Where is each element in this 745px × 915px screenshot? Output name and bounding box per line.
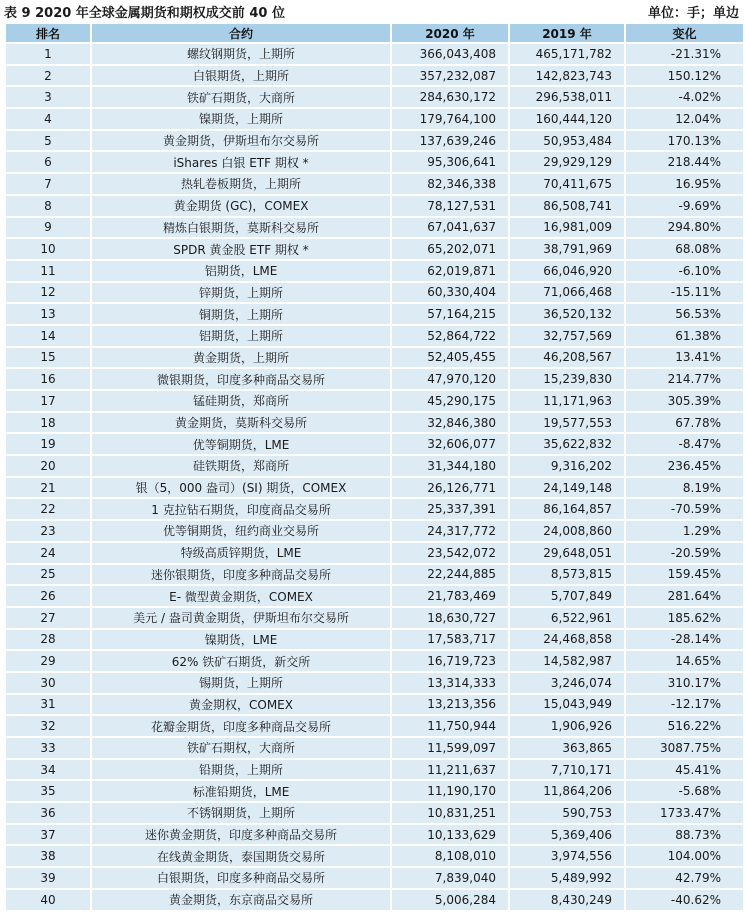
table-row — [6, 499, 743, 519]
rank-cell: 40 — [6, 890, 90, 910]
rank-cell: 39 — [6, 868, 90, 888]
rank-cell: 34 — [6, 760, 90, 780]
change-cell: -28.14% — [626, 630, 743, 650]
volume-2020-cell: 7,839,040 — [392, 868, 508, 888]
contract-cell: 黄金期货，上期所 — [92, 348, 390, 368]
contract-cell: 硅铁期货，郑商所 — [92, 456, 390, 476]
table-row — [6, 131, 743, 151]
rank-cell: 27 — [6, 608, 90, 628]
contract-cell: 黄金期货，东京商品交易所 — [92, 890, 390, 910]
table-row — [6, 651, 743, 671]
rank-cell: 6 — [6, 152, 90, 172]
volume-2019-cell: 50,953,484 — [510, 131, 624, 151]
change-cell: 88.73% — [626, 825, 743, 845]
table-row — [6, 890, 743, 910]
volume-2019-cell: 7,710,171 — [510, 760, 624, 780]
change-cell: 294.80% — [626, 218, 743, 238]
volume-2020-cell: 52,864,722 — [392, 326, 508, 346]
rank-cell: 29 — [6, 651, 90, 671]
rank-cell: 18 — [6, 413, 90, 433]
rank-cell: 20 — [6, 456, 90, 476]
rank-cell: 7 — [6, 174, 90, 194]
change-cell: 1.29% — [626, 521, 743, 541]
table-body — [6, 44, 743, 910]
contract-cell: 锌期货，上期所 — [92, 283, 390, 303]
volume-2020-cell: 11,750,944 — [392, 716, 508, 736]
volume-2020-cell: 5,006,284 — [392, 890, 508, 910]
contract-cell: 黄金期权，COMEX — [92, 695, 390, 715]
header-2020: 2020 年 — [392, 24, 508, 42]
table-row — [6, 586, 743, 606]
rank-cell: 25 — [6, 565, 90, 585]
rank-cell: 9 — [6, 218, 90, 238]
volume-2020-cell: 137,639,246 — [392, 131, 508, 151]
change-cell: -12.17% — [626, 695, 743, 715]
change-cell: 68.08% — [626, 239, 743, 259]
table-row — [6, 565, 743, 585]
change-cell: 45.41% — [626, 760, 743, 780]
table-row — [6, 66, 743, 86]
volume-2019-cell: 86,164,857 — [510, 499, 624, 519]
volume-2019-cell: 15,043,949 — [510, 695, 624, 715]
contract-cell: 白银期货，印度多种商品交易所 — [92, 868, 390, 888]
table-row — [6, 304, 743, 324]
contract-cell: 精炼白银期货，莫斯科交易所 — [92, 218, 390, 238]
change-cell: 150.12% — [626, 66, 743, 86]
table-row — [6, 846, 743, 866]
rank-cell: 26 — [6, 586, 90, 606]
table-row — [6, 434, 743, 454]
contract-cell: 镍期货，LME — [92, 630, 390, 650]
volume-2020-cell: 24,317,772 — [392, 521, 508, 541]
rank-cell: 14 — [6, 326, 90, 346]
table-row — [6, 543, 743, 563]
table-row — [6, 760, 743, 780]
contract-cell: 特级高质锌期货，LME — [92, 543, 390, 563]
rank-cell: 33 — [6, 738, 90, 758]
table-row — [6, 44, 743, 64]
rank-cell: 5 — [6, 131, 90, 151]
table-row — [6, 695, 743, 715]
volume-2020-cell: 32,606,077 — [392, 434, 508, 454]
rank-cell: 4 — [6, 109, 90, 129]
change-cell: 516.22% — [626, 716, 743, 736]
change-cell: -6.10% — [626, 261, 743, 281]
volume-2019-cell: 70,411,675 — [510, 174, 624, 194]
volume-2019-cell: 29,929,129 — [510, 152, 624, 172]
table-row — [6, 391, 743, 411]
volume-2019-cell: 19,577,553 — [510, 413, 624, 433]
volume-2019-cell: 38,791,969 — [510, 239, 624, 259]
change-cell: 170.13% — [626, 131, 743, 151]
volume-2020-cell: 25,337,391 — [392, 499, 508, 519]
volume-2019-cell: 363,865 — [510, 738, 624, 758]
change-cell: -15.11% — [626, 283, 743, 303]
volume-2019-cell: 36,520,132 — [510, 304, 624, 324]
volume-2019-cell: 8,430,249 — [510, 890, 624, 910]
change-cell: 61.38% — [626, 326, 743, 346]
contract-cell: 不锈钢期货，上期所 — [92, 803, 390, 823]
volume-2019-cell: 1,906,926 — [510, 716, 624, 736]
volume-2020-cell: 11,211,637 — [392, 760, 508, 780]
header-contract: 合约 — [92, 24, 390, 42]
change-cell: -4.02% — [626, 87, 743, 107]
volume-2019-cell: 32,757,569 — [510, 326, 624, 346]
header-rank: 排名 — [6, 24, 90, 42]
change-cell: 8.19% — [626, 478, 743, 498]
change-cell: 42.79% — [626, 868, 743, 888]
rank-cell: 19 — [6, 434, 90, 454]
volume-2020-cell: 45,290,175 — [392, 391, 508, 411]
table-row — [6, 348, 743, 368]
change-cell: -9.69% — [626, 196, 743, 216]
table-row — [6, 413, 743, 433]
volume-2019-cell: 3,974,556 — [510, 846, 624, 866]
contract-cell: 优等铜期货，LME — [92, 434, 390, 454]
volume-2020-cell: 13,213,356 — [392, 695, 508, 715]
rank-cell: 36 — [6, 803, 90, 823]
volume-2020-cell: 47,970,120 — [392, 369, 508, 389]
change-cell: 159.45% — [626, 565, 743, 585]
volume-2019-cell: 16,981,009 — [510, 218, 624, 238]
change-cell: 185.62% — [626, 608, 743, 628]
volume-2020-cell: 31,344,180 — [392, 456, 508, 476]
volume-2020-cell: 10,831,251 — [392, 803, 508, 823]
contract-cell: 迷你银期货，印度多种商品交易所 — [92, 565, 390, 585]
volume-2020-cell: 57,164,215 — [392, 304, 508, 324]
volume-2020-cell: 95,306,641 — [392, 152, 508, 172]
contract-cell: 优等铜期货，纽约商业交易所 — [92, 521, 390, 541]
volume-2020-cell: 10,133,629 — [392, 825, 508, 845]
volume-2019-cell: 71,066,468 — [510, 283, 624, 303]
contract-cell: 热轧卷板期货，上期所 — [92, 174, 390, 194]
contract-cell: SPDR 黄金股 ETF 期权 * — [92, 239, 390, 259]
rank-cell: 11 — [6, 261, 90, 281]
volume-2020-cell: 23,542,072 — [392, 543, 508, 563]
volume-2020-cell: 22,244,885 — [392, 565, 508, 585]
table-row — [6, 716, 743, 736]
header-row — [6, 24, 743, 42]
contract-cell: 1 克拉钻石期货，印度商品交易所 — [92, 499, 390, 519]
change-cell: -5.68% — [626, 781, 743, 801]
rank-cell: 38 — [6, 846, 90, 866]
table-row — [6, 218, 743, 238]
volume-2020-cell: 82,346,338 — [392, 174, 508, 194]
change-cell: -20.59% — [626, 543, 743, 563]
change-cell: 56.53% — [626, 304, 743, 324]
change-cell: -40.62% — [626, 890, 743, 910]
contract-cell: 铅期货，上期所 — [92, 760, 390, 780]
contract-cell: 美元 / 盎司黄金期货，伊斯坦布尔交易所 — [92, 608, 390, 628]
table-row — [6, 283, 743, 303]
table-row — [6, 369, 743, 389]
change-cell: 218.44% — [626, 152, 743, 172]
contract-cell: 锰硅期货，郑商所 — [92, 391, 390, 411]
volume-2020-cell: 67,041,637 — [392, 218, 508, 238]
volume-2019-cell: 296,538,011 — [510, 87, 624, 107]
volume-2020-cell: 16,719,723 — [392, 651, 508, 671]
table-row — [6, 87, 743, 107]
volume-2020-cell: 17,583,717 — [392, 630, 508, 650]
rank-cell: 17 — [6, 391, 90, 411]
change-cell: 13.41% — [626, 348, 743, 368]
volume-2019-cell: 142,823,743 — [510, 66, 624, 86]
change-cell: 310.17% — [626, 673, 743, 693]
rank-cell: 35 — [6, 781, 90, 801]
header-change: 变化 — [626, 24, 743, 42]
change-cell: 3087.75% — [626, 738, 743, 758]
table-row — [6, 781, 743, 801]
table-row — [6, 174, 743, 194]
rank-cell: 31 — [6, 695, 90, 715]
rank-cell: 10 — [6, 239, 90, 259]
volume-2019-cell: 14,582,987 — [510, 651, 624, 671]
volume-2020-cell: 11,599,097 — [392, 738, 508, 758]
volume-2019-cell: 5,707,849 — [510, 586, 624, 606]
contract-cell: 黄金期货 (GC)，COMEX — [92, 196, 390, 216]
unit-label: 单位：手；单边 — [647, 5, 739, 21]
table-row — [6, 868, 743, 888]
volume-2020-cell: 21,783,469 — [392, 586, 508, 606]
title-row — [4, 0, 741, 22]
rank-cell: 8 — [6, 196, 90, 216]
contract-cell: 在线黄金期货，泰国期货交易所 — [92, 846, 390, 866]
change-cell: 281.64% — [626, 586, 743, 606]
table-row — [6, 630, 743, 650]
change-cell: 104.00% — [626, 846, 743, 866]
rank-cell: 23 — [6, 521, 90, 541]
volume-2020-cell: 26,126,771 — [392, 478, 508, 498]
volume-2019-cell: 24,468,858 — [510, 630, 624, 650]
volume-2019-cell: 11,171,963 — [510, 391, 624, 411]
table-row — [6, 152, 743, 172]
rank-cell: 12 — [6, 283, 90, 303]
table-row — [6, 608, 743, 628]
contract-cell: 迷你黄金期货，印度多种商品交易所 — [92, 825, 390, 845]
volume-2019-cell: 24,149,148 — [510, 478, 624, 498]
change-cell: 236.45% — [626, 456, 743, 476]
contract-cell: 微银期货，印度多种商品交易所 — [92, 369, 390, 389]
volume-2019-cell: 8,573,815 — [510, 565, 624, 585]
rank-cell: 24 — [6, 543, 90, 563]
contract-cell: 铁矿石期货，大商所 — [92, 87, 390, 107]
volume-2019-cell: 6,522,961 — [510, 608, 624, 628]
volume-2020-cell: 8,108,010 — [392, 846, 508, 866]
volume-2020-cell: 11,190,170 — [392, 781, 508, 801]
rank-cell: 37 — [6, 825, 90, 845]
contract-cell: iShares 白银 ETF 期权 * — [92, 152, 390, 172]
contract-cell: 铜期货，上期所 — [92, 304, 390, 324]
volume-2020-cell: 32,846,380 — [392, 413, 508, 433]
volume-2019-cell: 15,239,830 — [510, 369, 624, 389]
rank-cell: 3 — [6, 87, 90, 107]
contract-cell: 螺纹钢期货，上期所 — [92, 44, 390, 64]
change-cell: 305.39% — [626, 391, 743, 411]
change-cell: 214.77% — [626, 369, 743, 389]
volume-2020-cell: 13,314,333 — [392, 673, 508, 693]
rank-cell: 15 — [6, 348, 90, 368]
contract-cell: 黄金期货，伊斯坦布尔交易所 — [92, 131, 390, 151]
volume-2019-cell: 11,864,206 — [510, 781, 624, 801]
volume-2019-cell: 24,008,860 — [510, 521, 624, 541]
change-cell: -21.31% — [626, 44, 743, 64]
table-row — [6, 478, 743, 498]
table-title: 表 9 2020 年全球金属期货和期权成交前 40 位 — [4, 5, 285, 21]
change-cell: -8.47% — [626, 434, 743, 454]
rank-cell: 32 — [6, 716, 90, 736]
volume-2019-cell: 590,753 — [510, 803, 624, 823]
contract-cell: 银（5，000 盎司）(SI) 期货，COMEX — [92, 478, 390, 498]
rank-cell: 13 — [6, 304, 90, 324]
rank-cell: 30 — [6, 673, 90, 693]
volume-2019-cell: 5,369,406 — [510, 825, 624, 845]
volume-2019-cell: 9,316,202 — [510, 456, 624, 476]
volume-2019-cell: 46,208,567 — [510, 348, 624, 368]
change-cell: 16.95% — [626, 174, 743, 194]
volume-2020-cell: 78,127,531 — [392, 196, 508, 216]
contract-cell: 铝期货，LME — [92, 261, 390, 281]
change-cell: 67.78% — [626, 413, 743, 433]
rank-cell: 28 — [6, 630, 90, 650]
contract-cell: 62% 铁矿石期货，新交所 — [92, 651, 390, 671]
volume-2020-cell: 179,764,100 — [392, 109, 508, 129]
volume-2020-cell: 357,232,087 — [392, 66, 508, 86]
table-row — [6, 456, 743, 476]
volume-2019-cell: 35,622,832 — [510, 434, 624, 454]
volume-2019-cell: 3,246,074 — [510, 673, 624, 693]
rank-cell: 21 — [6, 478, 90, 498]
contract-cell: 铝期货，上期所 — [92, 326, 390, 346]
contract-cell: 花瓣金期货，印度多种商品交易所 — [92, 716, 390, 736]
volume-2020-cell: 62,019,871 — [392, 261, 508, 281]
table-row — [6, 521, 743, 541]
contract-cell: 黄金期货，莫斯科交易所 — [92, 413, 390, 433]
volume-2019-cell: 5,489,992 — [510, 868, 624, 888]
table-row — [6, 326, 743, 346]
rank-cell: 2 — [6, 66, 90, 86]
volume-2020-cell: 65,202,071 — [392, 239, 508, 259]
volume-2019-cell: 160,444,120 — [510, 109, 624, 129]
table-row — [6, 673, 743, 693]
volume-2019-cell: 29,648,051 — [510, 543, 624, 563]
volume-2019-cell: 465,171,782 — [510, 44, 624, 64]
change-cell: -70.59% — [626, 499, 743, 519]
rank-cell: 1 — [6, 44, 90, 64]
volume-2019-cell: 86,508,741 — [510, 196, 624, 216]
contract-cell: 镍期货，上期所 — [92, 109, 390, 129]
volume-2019-cell: 66,046,920 — [510, 261, 624, 281]
volume-2020-cell: 18,630,727 — [392, 608, 508, 628]
contract-cell: 标准铅期货，LME — [92, 781, 390, 801]
header-2019: 2019 年 — [510, 24, 624, 42]
rank-cell: 22 — [6, 499, 90, 519]
contract-cell: E- 微型黄金期货，COMEX — [92, 586, 390, 606]
change-cell: 1733.47% — [626, 803, 743, 823]
futures-table — [4, 22, 745, 912]
table-row — [6, 261, 743, 281]
table-row — [6, 803, 743, 823]
contract-cell: 铁矿石期权，大商所 — [92, 738, 390, 758]
volume-2020-cell: 52,405,455 — [392, 348, 508, 368]
contract-cell: 锡期货，上期所 — [92, 673, 390, 693]
change-cell: 14.65% — [626, 651, 743, 671]
volume-2020-cell: 366,043,408 — [392, 44, 508, 64]
contract-cell: 白银期货，上期所 — [92, 66, 390, 86]
volume-2020-cell: 60,330,404 — [392, 283, 508, 303]
change-cell: 12.04% — [626, 109, 743, 129]
table-row — [6, 196, 743, 216]
table-row — [6, 825, 743, 845]
table-row — [6, 109, 743, 129]
table-row — [6, 738, 743, 758]
volume-2020-cell: 284,630,172 — [392, 87, 508, 107]
table-row — [6, 239, 743, 259]
rank-cell: 16 — [6, 369, 90, 389]
